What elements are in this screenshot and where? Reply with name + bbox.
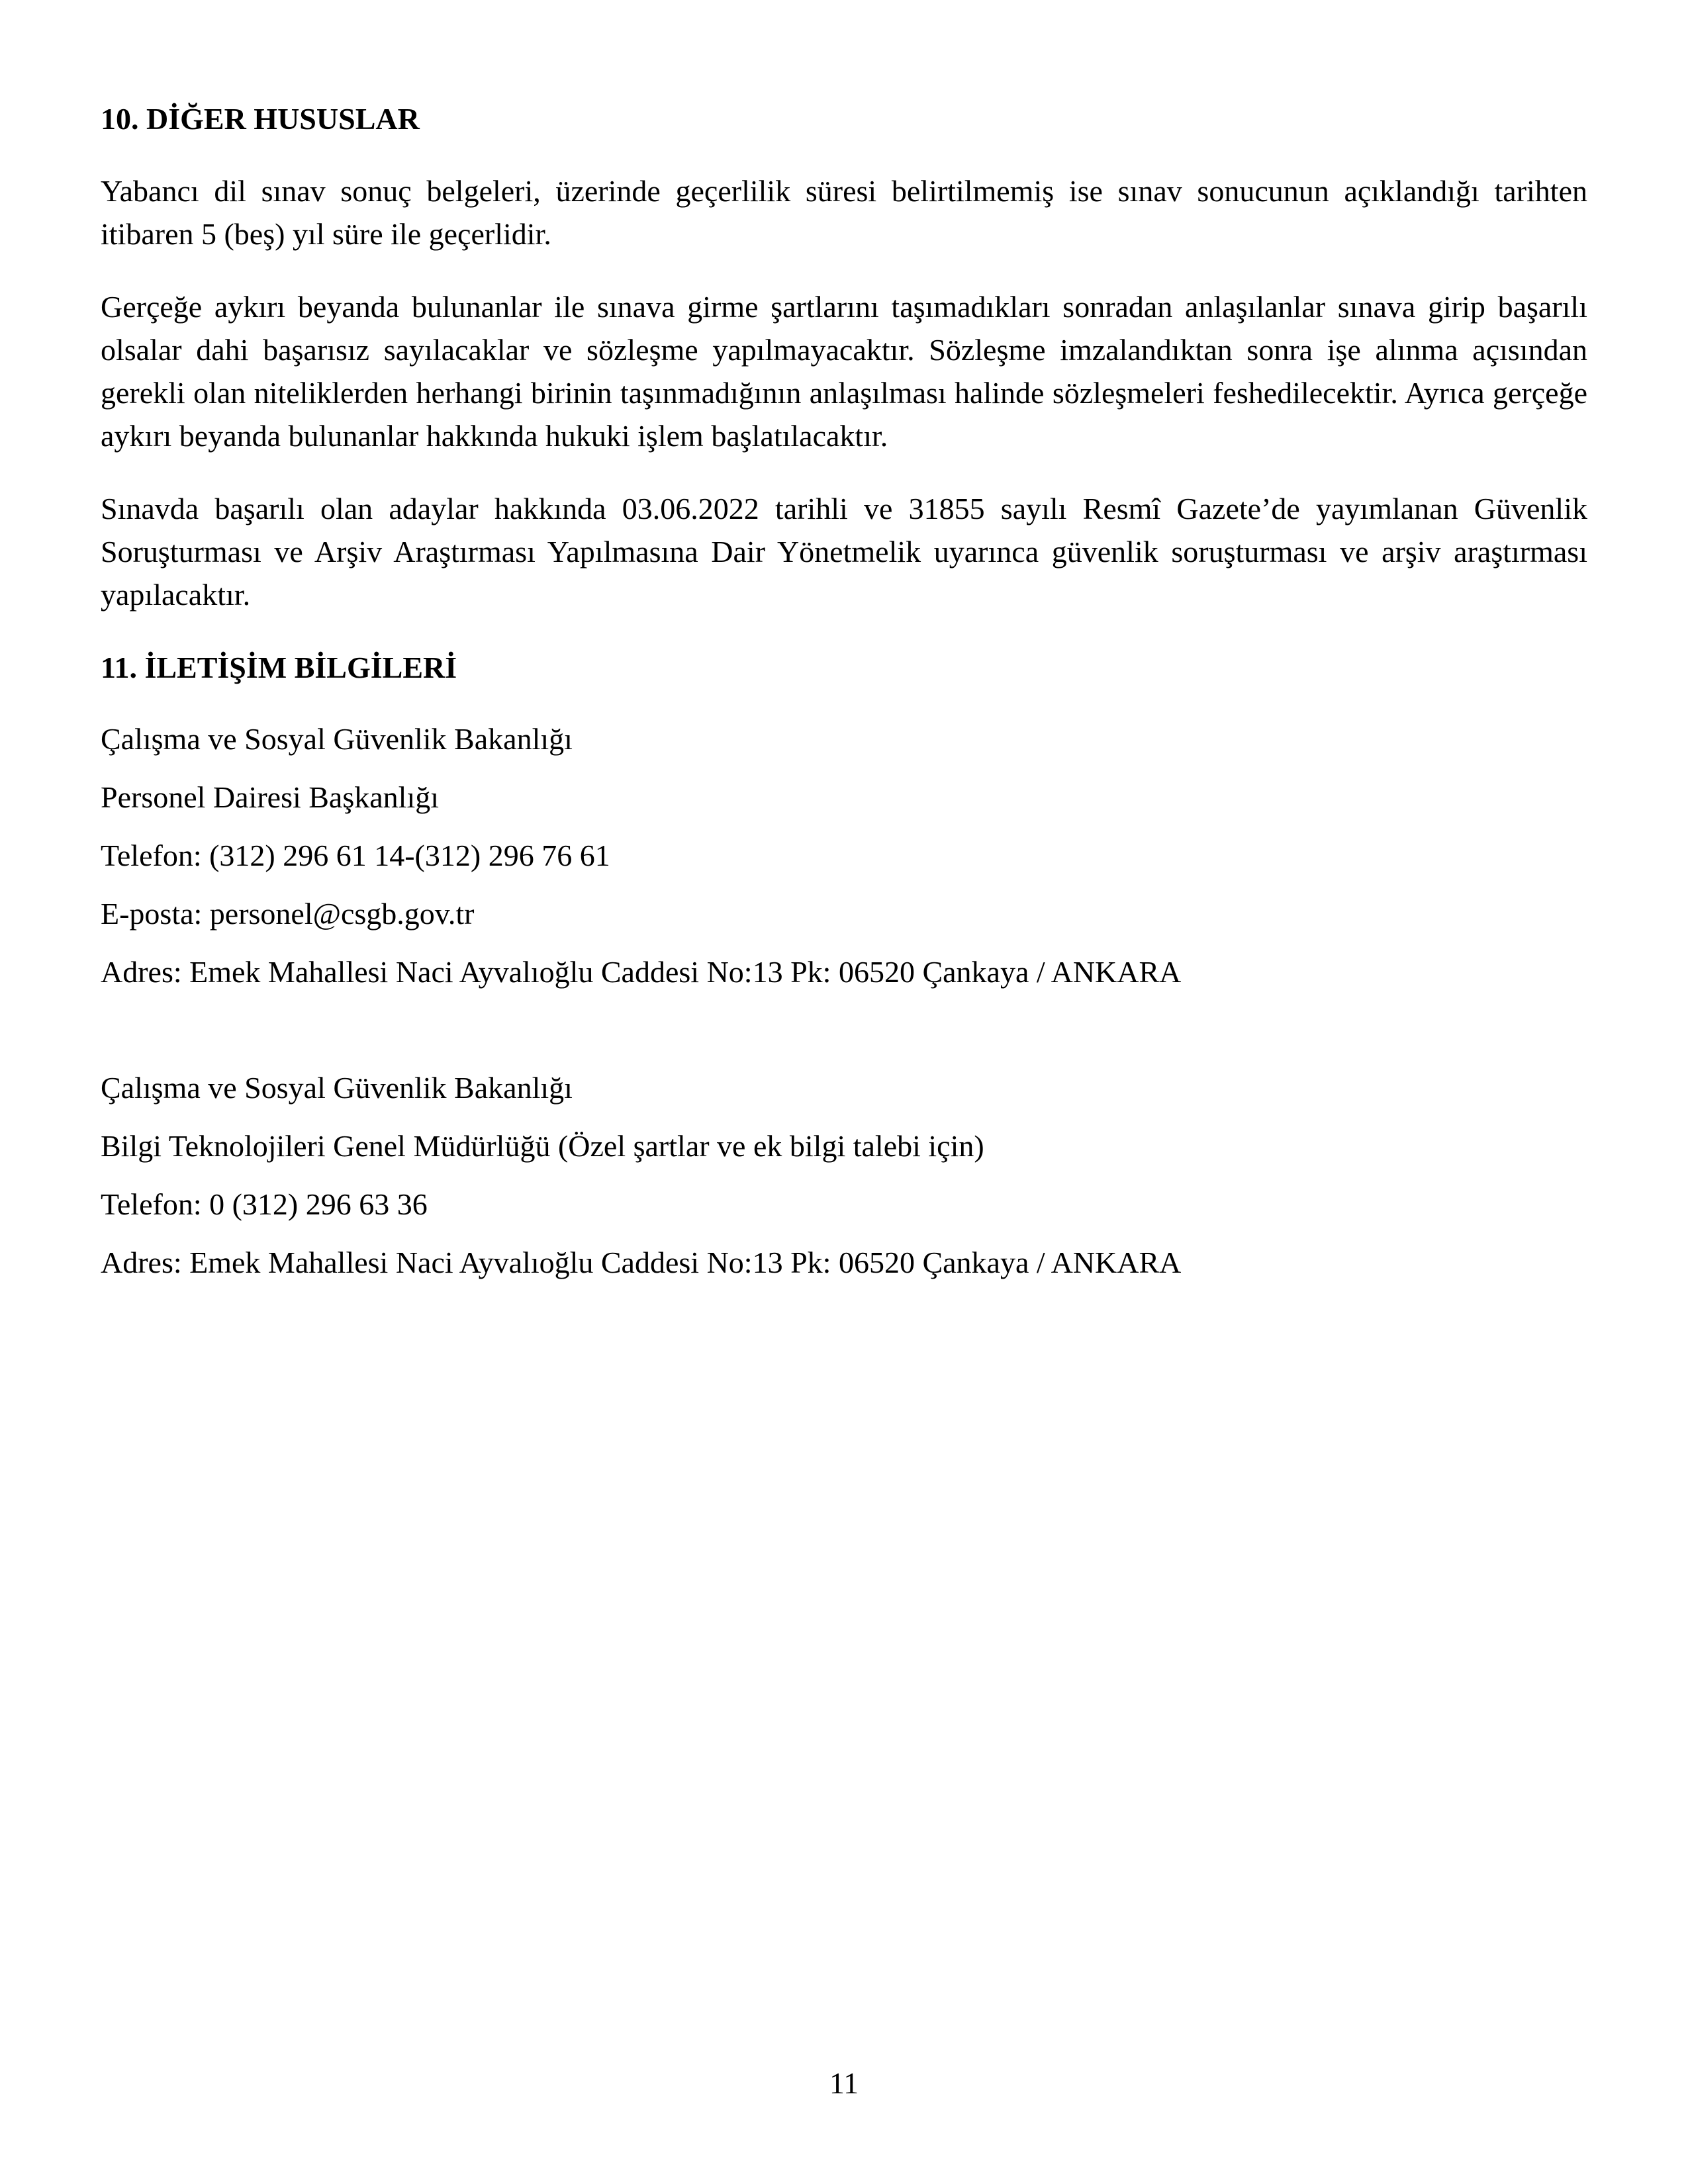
contact-ministry-name: Çalışma ve Sosyal Güvenlik Bakanlığı xyxy=(101,722,573,756)
document-page xyxy=(101,98,1587,1300)
section-10-heading: 10. DİĞER HUSUSLAR xyxy=(101,102,420,136)
paragraph-false-declaration: Gerçeğe aykırı beyanda bulunanlar ile sınava girme şartlarını taşımadıkları sonradan anlaşılanlar sınava girip başarılı olsalar dahi başarısız sayılacaklar ve sözleşme yapılmayacaktır. Sözleşme imzalandıktan sonra işe alınma açısından gerekli olan niteliklerden herhangi birinin taşınmadığının anlaşılması halinde sözleşmeleri feshedilecektir. Ayrıca gerçeğe aykırı beyanda bulunanlar hakkında hukuki işlem başlatılacaktır. xyxy=(101,290,1587,453)
page-number: 11 xyxy=(829,2066,859,2100)
paragraph-security-investigation: Sınavda başarılı olan adaylar hakkında 03.06.2022 tarihli ve 31855 sayılı Resmî Gazete’de yayımlanan Güvenlik Soruşturması ve Arşiv Araştırması Yapılmasına Dair Yönetmelik uyarınca güvenlik soruşturması ve arşiv araştırması yapılacaktır. xyxy=(101,492,1587,612)
contact-block-personnel xyxy=(101,718,1587,1009)
section-11-heading: 11. İLETİŞİM BİLGİLERİ xyxy=(101,651,457,684)
contact-phone: Telefon: (312) 296 61 14-(312) 296 76 61 xyxy=(101,839,610,872)
contact-address: Adres: Emek Mahallesi Naci Ayvalıoğlu Caddesi No:13 Pk: 06520 Çankaya / ANKARA xyxy=(101,1246,1182,1279)
contact-department-name: Bilgi Teknolojileri Genel Müdürlüğü (Özel şartlar ve ek bilgi talebi için) xyxy=(101,1129,984,1163)
contact-block-it xyxy=(101,1067,1587,1300)
contact-department-name: Personel Dairesi Başkanlığı xyxy=(101,780,440,814)
contact-email: E-posta: personel@csgb.gov.tr xyxy=(101,897,475,931)
contact-ministry-name: Çalışma ve Sosyal Güvenlik Bakanlığı xyxy=(101,1071,573,1105)
contact-address: Adres: Emek Mahallesi Naci Ayvalıoğlu Caddesi No:13 Pk: 06520 Çankaya / ANKARA xyxy=(101,955,1182,989)
contact-phone: Telefon: 0 (312) 296 63 36 xyxy=(101,1187,428,1221)
paragraph-language-certificate-validity: Yabancı dil sınav sonuç belgeleri, üzerinde geçerlilik süresi belirtilmemiş ise sınav sonucunun açıklandığı tarihten itibaren 5 (beş) yıl süre ile geçerlidir. xyxy=(101,174,1587,251)
